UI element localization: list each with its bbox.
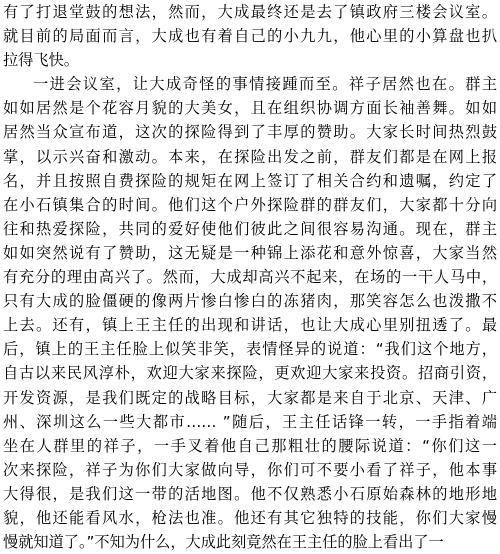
body-text xyxy=(3,0,497,554)
text-line: 有了打退堂鼓的想法，然而，大成最终还是去了镇政府三楼会议室。 xyxy=(3,3,497,21)
text-line: 往和热爱探险，共同的爱好使他们彼此之间很容易沟通。现在，群主 xyxy=(3,219,497,238)
text-line: 次来探险，祥子为你们大家做向导，你们可不要小看了祥子，他本事 xyxy=(3,460,497,479)
text-line: 居然当众宣布道，这次的探险得到了丰厚的赞助。大家长时间热烈鼓 xyxy=(3,123,497,142)
text-line: 自古以来民风淳朴，欢迎大家来探险，更欢迎大家来投资。招商引资， xyxy=(3,364,497,383)
text-line: 一进会议室，让大成奇怪的事情接踵而至。祥子居然也在。群主 xyxy=(33,75,497,94)
text-line: 开发资源，是我们既定的战略目标，大家都是来自于北京、天津、广 xyxy=(3,388,497,407)
text-line: 在小石镇集合的时间。他们这个户外探险群的群友们，大家都十分向 xyxy=(3,195,497,214)
text-line: 拉得飞快。 xyxy=(3,51,79,70)
text-line: 州、深圳这么一些大都市…… ”随后，王主任话锋一转，一手指着端 xyxy=(3,412,497,431)
text-line: 貌，他还能看风水，枪法也准。他还有其它独特的技能，你们大家慢 xyxy=(3,508,497,527)
text-line: 慢就知道了。”不知为什么，大成此刻竟然在王主任的脸上看出了一 xyxy=(3,533,444,552)
text-line: 上去。还有，镇上王主任的出现和讲话，也让大成心里别扭透了。最 xyxy=(3,316,497,335)
text-line: 掌，以示兴奋和激动。本来，在探险出发之前，群友们都是在网上报 xyxy=(3,147,497,166)
text-line: 坐在人群里的祥子，一手叉着他自己那粗壮的腰际说道：“你们这一 xyxy=(3,436,497,455)
text-line: 如如居然是个花容月貌的大美女，且在组织协调方面长袖善舞。如如 xyxy=(3,99,497,118)
text-line: 只有大成的脸僵硬的像两片惨白惨白的冻猪肉，那笑容怎么也泼撒不 xyxy=(3,292,497,311)
text-line: 就目前的局面而言，大成也有着自己的小九九，他心里的小算盘也扒 xyxy=(3,27,497,46)
paragraph xyxy=(3,72,497,554)
paragraph xyxy=(3,0,497,72)
text-line: 如如突然说有了赞助，这无疑是一种锦上添花和意外惊喜，大家当然 xyxy=(3,243,497,262)
text-line: 名，并且按照自费探险的规矩在网上签订了相关合约和遗嘱，约定了 xyxy=(3,171,497,190)
text-line: 大得很，是我们这一带的活地图。他不仅熟悉小石原始森林的地形地 xyxy=(3,484,497,503)
text-line: 有充分的理由高兴了。然而，大成却高兴不起来，在场的一干人马中， xyxy=(3,268,497,287)
text-line: 后，镇上的王主任脸上似笑非笑，表情怪异的说道：“我们这个地方， xyxy=(3,340,497,359)
